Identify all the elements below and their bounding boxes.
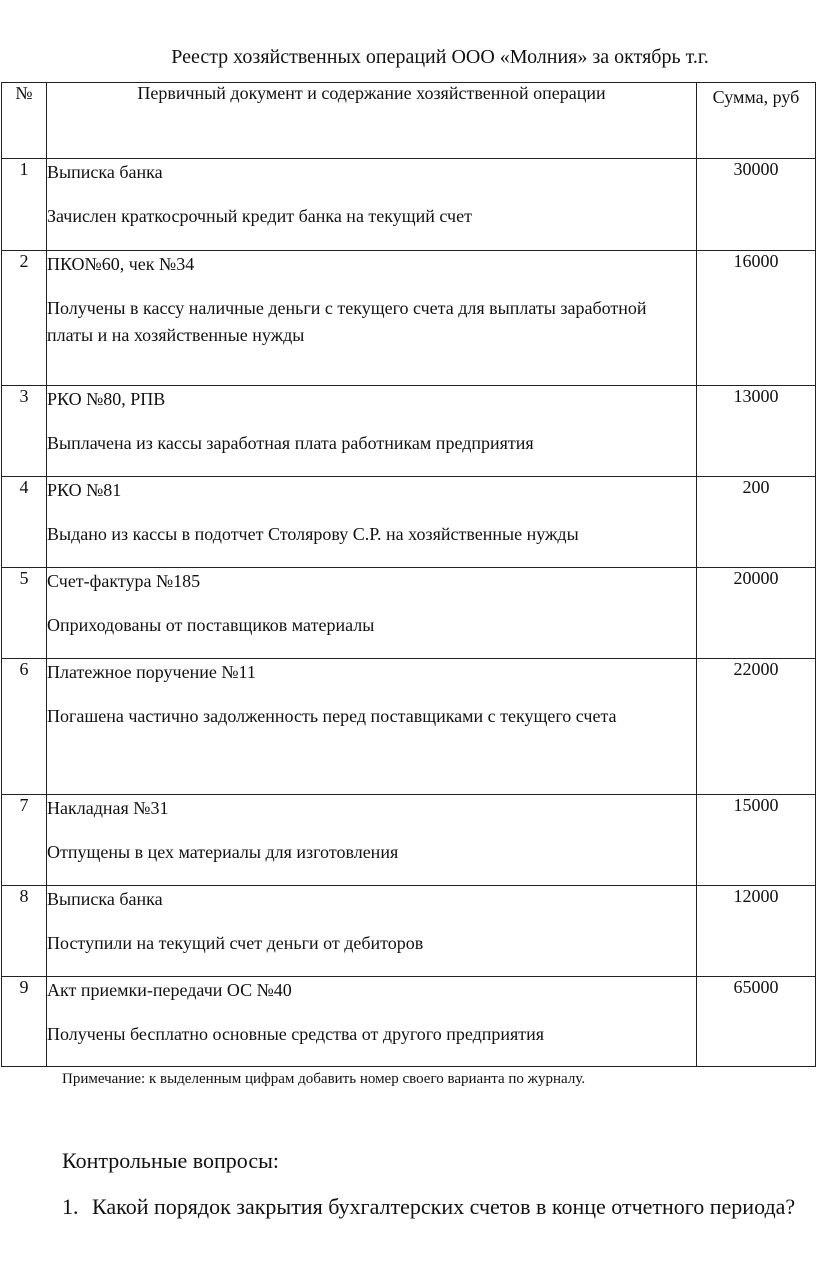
question-text: Какой порядок закрытия бухгалтерских счетов в конце отчетного периода?	[92, 1194, 796, 1219]
row-number: 1	[2, 159, 47, 251]
row-description	[47, 568, 697, 659]
row-number: 7	[2, 795, 47, 886]
primary-document: Акт приемки-передачи ОС №40	[47, 980, 292, 1000]
table-row	[2, 159, 816, 251]
row-description	[47, 251, 697, 386]
row-sum: 16000	[697, 251, 816, 386]
row-sum: 20000	[697, 568, 816, 659]
table-row	[2, 795, 816, 886]
primary-document: ПКО№60, чек №34	[47, 254, 195, 274]
row-sum: 30000	[697, 159, 816, 251]
questions-heading: Контрольные вопросы:	[62, 1148, 279, 1173]
row-number: 9	[2, 977, 47, 1067]
row-description	[47, 477, 697, 568]
operation-text: Получены бесплатно основные средства от другого предприятия	[47, 1024, 545, 1044]
question-item	[62, 1188, 816, 1225]
question-number: 1.	[62, 1194, 79, 1219]
operation-text: Погашена частично задолженность перед поставщиками с текущего счета	[47, 706, 617, 726]
header-description: Первичный документ и содержание хозяйственной операции	[47, 83, 697, 159]
primary-document: Платежное поручение №11	[47, 662, 256, 682]
operation-text: Получены в кассу наличные деньги с текущего счета для выплаты заработной платы и на хозяйственные нужды	[47, 298, 647, 345]
primary-document: Счет-фактура №185	[47, 571, 201, 591]
table-row	[2, 886, 816, 977]
header-number: №	[2, 83, 47, 159]
row-sum: 12000	[697, 886, 816, 977]
operations-register-table	[1, 82, 816, 1067]
header-sum: Сумма, руб	[697, 83, 816, 159]
row-description	[47, 886, 697, 977]
operation-text: Оприходованы от поставщиков материалы	[47, 615, 375, 635]
row-number: 8	[2, 886, 47, 977]
primary-document: Выписка банка	[47, 162, 163, 182]
row-sum: 200	[697, 477, 816, 568]
row-sum: 22000	[697, 659, 816, 795]
row-description	[47, 795, 697, 886]
row-sum: 15000	[697, 795, 816, 886]
row-number: 6	[2, 659, 47, 795]
row-sum: 13000	[697, 386, 816, 477]
primary-document: РКО №81	[47, 480, 122, 500]
table-header-row	[2, 83, 816, 159]
operation-text: Поступили на текущий счет деньги от дебиторов	[47, 933, 424, 953]
row-number: 5	[2, 568, 47, 659]
row-number: 4	[2, 477, 47, 568]
table-row	[2, 568, 816, 659]
row-description	[47, 159, 697, 251]
table-row	[2, 659, 816, 795]
primary-document: РКО №80, РПВ	[47, 389, 166, 409]
row-sum: 65000	[697, 977, 816, 1067]
operation-text: Выплачена из кассы заработная плата работникам предприятия	[47, 433, 534, 453]
document-title: Реестр хозяйственных операций ООО «Молния» за октябрь т.г.	[171, 46, 709, 68]
table-note: Примечание: к выделенным цифрам добавить номер своего варианта по журналу.	[62, 1071, 586, 1087]
table-row	[2, 251, 816, 386]
table-row	[2, 977, 816, 1067]
row-description	[47, 386, 697, 477]
row-description	[47, 659, 697, 795]
table-row	[2, 477, 816, 568]
row-number: 3	[2, 386, 47, 477]
row-description	[47, 977, 697, 1067]
table-row	[2, 386, 816, 477]
operation-text: Выдано из кассы в подотчет Столярову С.Р. на хозяйственные нужды	[47, 524, 579, 544]
operation-text: Отпущены в цех материалы для изготовления	[47, 842, 399, 862]
operation-text: Зачислен краткосрочный кредит банка на текущий счет	[47, 206, 472, 226]
primary-document: Выписка банка	[47, 889, 163, 909]
primary-document: Накладная №31	[47, 798, 169, 818]
row-number: 2	[2, 251, 47, 386]
